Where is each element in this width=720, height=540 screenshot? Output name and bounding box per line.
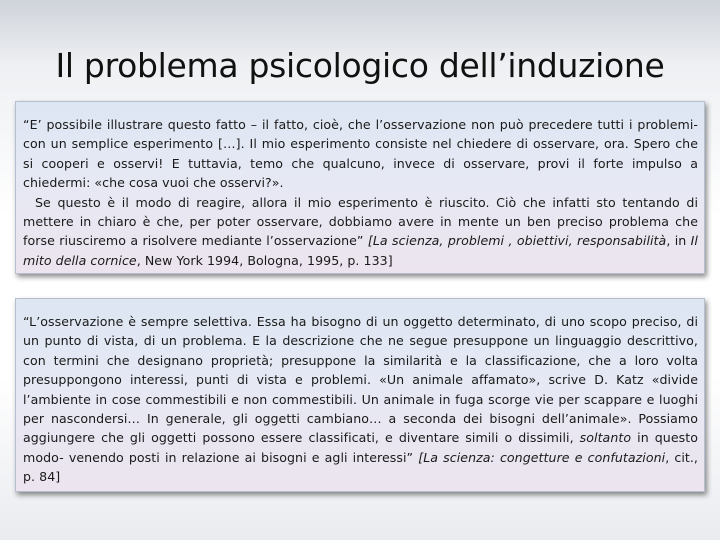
quote-box-2 [15, 298, 705, 492]
quote-2-text-1: “L’osservazione è sempre selettiva. Essa ha bisogno di un oggetto determinato, di uno scopo preciso, di un punto di vista, di un problema. E la descrizione che ne segue presuppone un linguaggio descrittivo, con termini che designano proprietà; presuppone la similarità e la classificazione, che a loro volta presuppongono interessi, punti di vista e problemi. «Un animale affamato», scrive D. Katz «divide l’ambiente in cose commestibili e non commestibili. Un animale in fuga scorge vie per scappare e luoghi per nascondersi… In generale, gli oggetti cambiano… a seconda dei bisogni dell’animale». Possiamo aggiungere che gli oggetti possono essere classificati, e diventare simili o dissimili, [23, 314, 698, 446]
quote-2-emphasis: soltanto [579, 430, 632, 446]
quote-box-1 [15, 101, 705, 274]
quote-2-paragraph [23, 312, 698, 487]
quote-2-citation-details: , cit., p. 84] [23, 449, 698, 485]
quote-1-citation-details: , New York 1994, Bologna, 1995, p. 133] [136, 252, 393, 268]
quote-1-citation-book: Il mito della cornice [23, 233, 698, 268]
quote-1-paragraph [23, 115, 698, 270]
quote-1-text-2: Se questo è il modo di reagire, allora il mio esperimento è riuscito. Ciò che infatti sto tentando di mettere in chiaro è che, per poter osservare, dobbiamo avere in mente un ben preciso problema che forse riusciremo a risolvere mediante l’osservazione” [23, 194, 698, 249]
quote-2-text-2: in questo modo- venendo posti in relazione ai bisogni e agli interessi” [23, 430, 698, 465]
slide-title: Il problema psicologico dell’induzione [55, 46, 665, 85]
quote-1-citation-connector: , in [666, 233, 691, 249]
quote-2-citation-title: [La scienza: congetture e confutazioni [418, 449, 666, 465]
quote-1-text-1: “E’ possibile illustrare questo fatto – il fatto, cioè, che l’osservazione non può precedere tutti i problemi- con un semplice esperimento […]. Il mio esperimento consiste nel chiedere di osservare, ora. Spero che si cooperi e osservi! E tuttavia, temo che qualcuno, invece di osservare, provi il forte impulso a chiedermi: «che cosa vuoi che osservi?». [23, 117, 698, 191]
quote-1-citation-title: [La scienza, problemi , obiettivi, responsabilità [367, 233, 667, 249]
